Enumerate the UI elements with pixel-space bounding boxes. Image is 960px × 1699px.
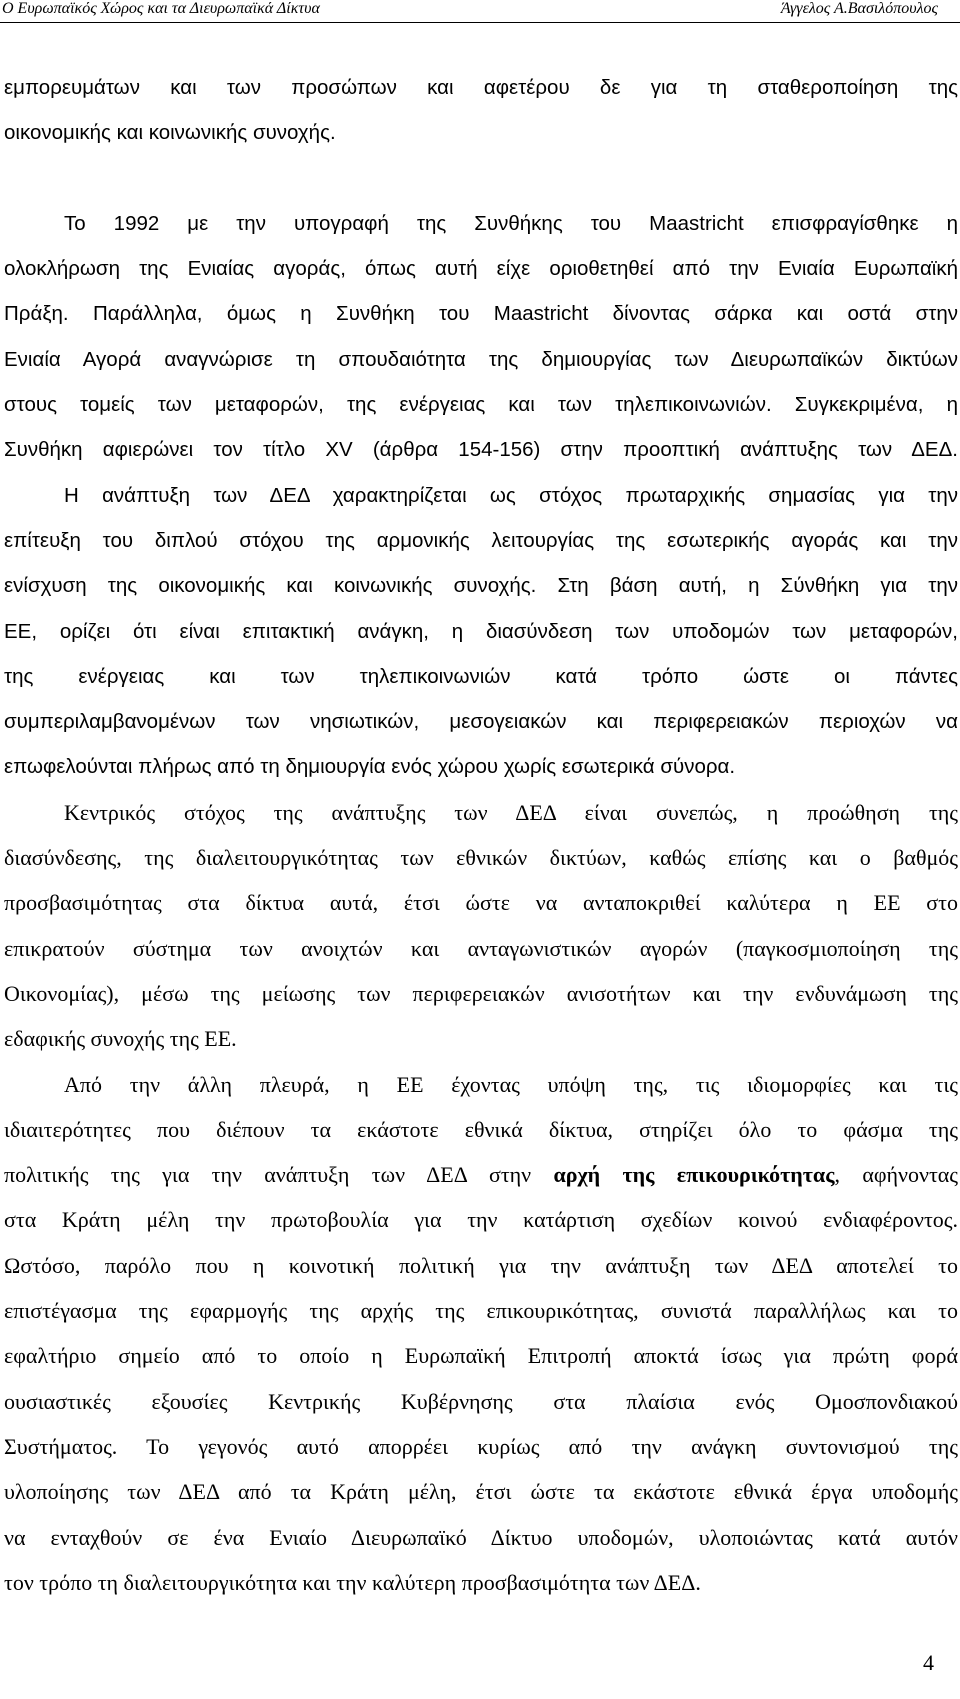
text-line: συμπεριλαμβανομένων των νησιωτικών, μεσογειακών και περιφερειακών περιοχών να: [4, 710, 958, 734]
header-author: Άγγελος Α.Βασιλόπουλος: [780, 0, 938, 17]
text-line: Ωστόσο, παρόλο που η κοινοτική πολιτική για την ανάπτυξη των ΔΕΔ αποτελεί το: [4, 1252, 958, 1278]
text-line: να ενταχθούν σε ένα Ενιαίο Διευρωπαϊκό Δίκτυο υποδομών, υλοποιώντας κατά αυτόν: [4, 1524, 958, 1550]
text-line: Από την άλλη πλευρά, η ΕΕ έχοντας υπόψη της, τις ιδιομορφίες και τις: [64, 1071, 958, 1097]
text-line: οικονομικής και κοινωνικής συνοχής.: [4, 121, 336, 145]
text-span: , αφήνοντας: [834, 1162, 958, 1188]
text-line: εδαφικής συνοχής της ΕΕ.: [4, 1026, 237, 1052]
text-line: Η ανάπτυξη των ΔΕΔ χαρακτηρίζεται ως στόχος πρωταρχικής σημασίας για την: [64, 483, 958, 507]
text-line: Ενιαία Αγορά αναγνώρισε τη σπουδαιότητα της δημιουργίας των Διευρωπαϊκών δικτύων: [4, 347, 958, 371]
text-line: ΕΕ, ορίζει ότι είναι επιτακτική ανάγκη, η διασύνδεση των υποδομών των μεταφορών,: [4, 619, 958, 643]
text-line: ολοκλήρωση της Ενιαίας αγοράς, όπως αυτή είχε οριοθετηθεί από την Ενιαία Ευρωπαϊκή: [4, 257, 958, 281]
text-line: ουσιαστικές εξουσίες Κεντρικής Κυβέρνησης στα πλαίσια ενός Ομοσπονδιακού: [4, 1388, 958, 1414]
text-span: πολιτικής της για την ανάπτυξη των ΔΕΔ στην: [4, 1162, 532, 1188]
text-line: Κεντρικός στόχος της ανάπτυξης των ΔΕΔ είναι συνεπώς, η προώθηση της: [64, 799, 958, 825]
text-line: Συνθήκη αφιερώνει τον τίτλο XV (άρθρα 154-156) στην προοπτική ανάπτυξης των ΔΕΔ.: [4, 438, 958, 462]
bold-term: αρχή της επικουρικότητας: [553, 1162, 835, 1188]
text-line: ενίσχυση της οικονομικής και κοινωνικής συνοχής. Στη βάση αυτή, η Σύνθήκη για την: [4, 574, 958, 598]
text-line: επικρατούν σύστημα των ανοιχτών και ανταγωνιστικών αγορών (παγκοσμιοποίηση της: [4, 935, 958, 961]
body-text: [4, 65, 958, 1605]
text-line: επίτευξη του διπλού στόχου της αρμονικής λειτουργίας της εσωτερικής αγοράς και την: [4, 528, 958, 552]
text-line: επιστέγασμα της εφαρμογής της αρχής της επικουρικότητας, συνιστά παραλλήλως και το: [4, 1298, 958, 1324]
paragraph-gap: [4, 156, 958, 201]
header-title: Ο Ευρωπαϊκός Χώρος και τα Διευρωπαϊκά Δίκτυα: [2, 0, 320, 17]
text-line: στα Κράτη μέλη την πρωτοβουλία για την κατάρτιση σχεδίων κοινού ενδιαφέροντος.: [4, 1207, 958, 1233]
text-line: Το 1992 με την υπογραφή της Συνθήκης του Maastricht επισφραγίσθηκε η: [64, 211, 958, 235]
text-line: Οικονομίας), μέσω της μείωσης των περιφερειακών ανισοτήτων και την ενδυνάμωση της: [4, 980, 958, 1006]
text-line: της ενέργειας και των τηλεπικοινωνιών κατά τρόπο ώστε οι πάντες: [4, 664, 958, 688]
text-line: υλοποίησης των ΔΕΔ από τα Κράτη μέλη, έτσι ώστε τα εκάστοτε εθνικά έργα υποδομής: [4, 1479, 958, 1505]
text-line: διασύνδεσης, της διαλειτουργικότητας των εθνικών δικτύων, καθώς επίσης και ο βαθμός: [4, 845, 958, 871]
text-line: [4, 1152, 958, 1197]
running-header: [0, 0, 960, 23]
text-line: εμπορευμάτων και των προσώπων και αφετέρου δε για τη σταθεροποίηση της: [4, 76, 958, 99]
text-line: Συστήματος. Το γεγονός αυτό απορρέει κυρίως από την ανάγκη συντονισμού της: [4, 1433, 958, 1459]
text-line: εφαλτήριο σημείο από το οποίο η Ευρωπαϊκή Επιτροπή αποκτά ίσως για πρώτη φορά: [4, 1343, 958, 1369]
text-line: Πράξη. Παράλληλα, όμως η Συνθήκη του Maastricht δίνοντας σάρκα και οστά στην: [4, 302, 958, 326]
text-line: στους τομείς των μεταφορών, της ενέργειας και των τηλεπικοινωνιών. Συγκεκριμένα, η: [4, 393, 958, 417]
text-line: προσβασιμότητας στα δίκτυα αυτά, έτσι ώστε να ανταποκριθεί καλύτερα η ΕΕ στο: [4, 890, 958, 916]
text-line: ιδιαιτερότητες που διέπουν τα εκάστοτε εθνικά δίκτυα, στηρίζει όλο το φάσμα της: [4, 1116, 958, 1142]
text-line: επωφελούνται πλήρως από τη δημιουργία ενός χώρου χωρίς εσωτερικά σύνορα.: [4, 755, 736, 779]
page-number: 4: [923, 1650, 934, 1675]
text-line: τον τρόπο τη διαλειτουργικότητα και την καλύτερη προσβασιμότητα των ΔΕΔ.: [4, 1569, 701, 1595]
